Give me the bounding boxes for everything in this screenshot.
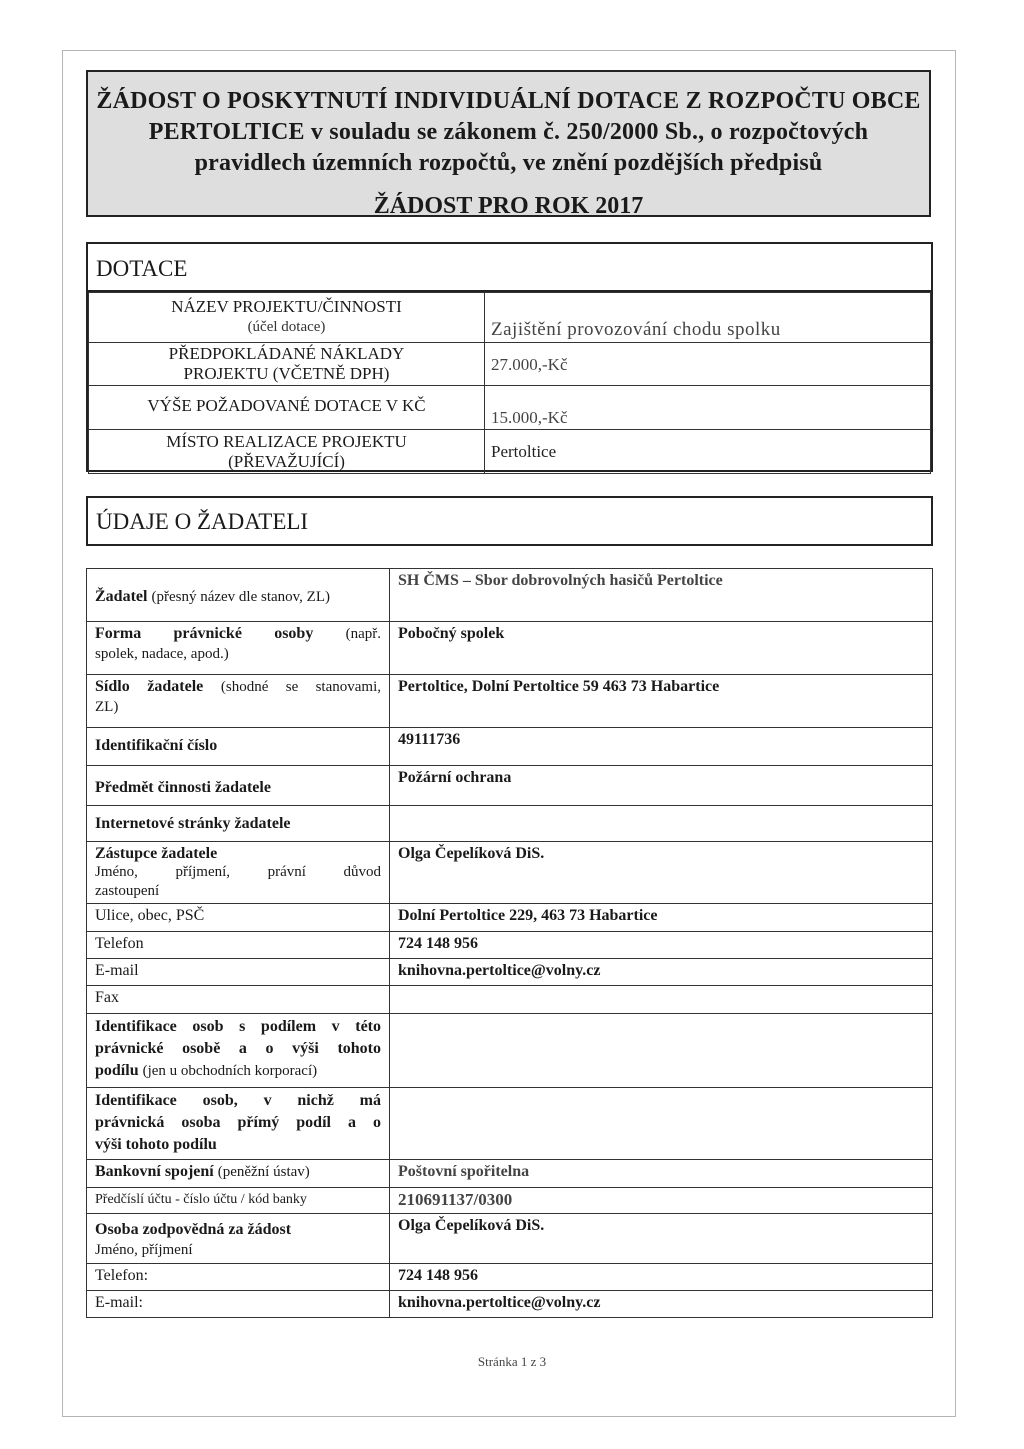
row-web: [87, 806, 933, 842]
row-zadatel: [87, 569, 933, 622]
dotace-row-place: [89, 430, 931, 474]
ulice-label: Ulice, obec, PSČ: [87, 904, 390, 932]
banka-label: Bankovní spojení: [95, 1163, 214, 1180]
row-email-2: [87, 1291, 933, 1318]
title-line-4: ŽÁDOST PRO ROK 2017: [373, 193, 644, 219]
podil2-label-3: výši tohoto podílu: [95, 1136, 217, 1153]
costs-label-2: PROJEKTU (VČETNĚ DPH): [183, 364, 390, 383]
email-label: E-mail: [87, 959, 390, 986]
podil2-label-2: právnická osoba přímý podíl a o: [95, 1114, 381, 1131]
fax-value: [390, 986, 933, 1014]
forma-value: Pobočný spolek: [390, 622, 933, 675]
podil1-label-1: Identifikace osob s podílem v této: [95, 1018, 381, 1035]
ulice-value: Dolní Pertoltice 229, 463 73 Habartice: [390, 904, 933, 932]
row-ulice: [87, 904, 933, 932]
web-label: Internetové stránky žadatele: [87, 806, 390, 842]
podil2-label-1: Identifikace osob, v nichž má: [95, 1092, 381, 1109]
dotace-section: [86, 242, 933, 472]
email2-label: E-mail:: [87, 1291, 390, 1318]
costs-label-1: PŘEDPOKLÁDANÉ NÁKLADY: [168, 344, 405, 363]
osoba-label: Osoba zodpovědná za žádost: [95, 1221, 292, 1238]
amount-value: 15.000,-Kč: [485, 386, 931, 430]
document-title: [86, 70, 931, 217]
telefon2-value: 724 148 956: [390, 1264, 933, 1291]
amount-label: VÝŠE POŽADOVANÉ DOTACE V KČ: [89, 386, 485, 430]
row-telefon-2: [87, 1264, 933, 1291]
title-line-3: pravidlech územních rozpočtů, ve znění pozdějších předpisů: [194, 150, 823, 176]
place-label-1: MÍSTO REALIZACE PROJEKTU: [166, 432, 407, 451]
osoba-value: Olga Čepelíková DiS.: [390, 1214, 933, 1264]
row-sidlo: [87, 675, 933, 728]
dotace-header: DOTACE: [88, 244, 931, 292]
forma-label: Forma právnické osoby: [95, 625, 314, 642]
email-value: knihovna.pertoltice@volny.cz: [390, 959, 933, 986]
ico-label: Identifikační číslo: [87, 728, 390, 766]
zadatel-header: ÚDAJE O ŽADATELI: [86, 496, 933, 546]
banka-note: (peněžní ústav): [217, 1164, 310, 1180]
zastupce-value: Olga Čepelíková DiS.: [390, 842, 933, 904]
row-banka: [87, 1160, 933, 1188]
dotace-row-amount: [89, 386, 931, 430]
row-zastupce: [87, 842, 933, 904]
email2-value: knihovna.pertoltice@volny.cz: [390, 1291, 933, 1318]
sidlo-value: Pertoltice, Dolní Pertoltice 59 463 73 Habartice: [390, 675, 933, 728]
row-osoba: [87, 1214, 933, 1264]
dotace-table: [88, 292, 931, 474]
title-line-1: ŽÁDOST O POSKYTNUTÍ INDIVIDUÁLNÍ DOTACE Z ROZPOČTU OBCE: [96, 88, 921, 114]
row-fax: [87, 986, 933, 1014]
project-name-label: NÁZEV PROJEKTU/ČINNOSTI: [171, 297, 402, 316]
forma-note-2: spolek, nadace, apod.): [95, 646, 229, 662]
predmet-label: Předmět činnosti žadatele: [87, 766, 390, 806]
place-label-2: (PŘEVAŽUJÍCÍ): [228, 452, 345, 471]
sidlo-note-2: ZL): [95, 699, 119, 715]
podil1-label-2: právnické osobě a o výši tohoto: [95, 1040, 381, 1057]
podil2-value: [390, 1088, 933, 1160]
page-number: Stránka 1 z 3: [477, 1354, 547, 1369]
row-forma: [87, 622, 933, 675]
telefon-value: 724 148 956: [390, 932, 933, 959]
osoba-note: Jméno, příjmení: [95, 1242, 193, 1258]
row-podil-1: [87, 1014, 933, 1088]
dotace-row-costs: [89, 343, 931, 386]
project-purpose-label: (účel dotace): [247, 319, 326, 335]
telefon2-label: Telefon:: [87, 1264, 390, 1291]
zastupce-note-1: Jméno, příjmení, právní důvod: [95, 864, 381, 880]
row-predmet: [87, 766, 933, 806]
applicant-table: [86, 568, 933, 1318]
banka-value: Poštovní spořitelna: [390, 1160, 933, 1188]
project-name-value: Zajištění provozování chodu spolku: [485, 293, 931, 343]
title-line-2: PERTOLTICE v souladu se zákonem č. 250/2000 Sb., o rozpočtových: [148, 119, 869, 145]
podil1-value: [390, 1014, 933, 1088]
sidlo-label: Sídlo žadatele: [95, 678, 204, 695]
podil1-label-3: podílu: [95, 1062, 139, 1079]
zastupce-label: Zástupce žadatele: [95, 845, 218, 862]
ucet-value: 210691137/0300: [390, 1188, 933, 1214]
podil1-note: (jen u obchodních korporací): [142, 1063, 318, 1079]
ucet-label: Předčíslí účtu - číslo účtu / kód banky: [87, 1188, 390, 1214]
sidlo-note-1: (shodné se stanovami,: [220, 679, 381, 695]
row-email: [87, 959, 933, 986]
row-podil-2: [87, 1088, 933, 1160]
zadatel-label-note: (přesný název dle stanov, ZL): [151, 589, 330, 605]
forma-note-1: (např.: [345, 626, 382, 642]
zadatel-value: SH ČMS – Sbor dobrovolných hasičů Pertoltice: [390, 569, 933, 622]
row-telefon: [87, 932, 933, 959]
predmet-value: Požární ochrana: [390, 766, 933, 806]
dotace-row-project: [89, 293, 931, 343]
telefon-label: Telefon: [87, 932, 390, 959]
zastupce-note-2: zastoupení: [95, 883, 160, 899]
place-value: Pertoltice: [485, 430, 931, 474]
row-ico: [87, 728, 933, 766]
zadatel-label: Žadatel: [95, 588, 148, 605]
row-ucet: [87, 1188, 933, 1214]
fax-label: Fax: [87, 986, 390, 1014]
ico-value: 49111736: [390, 728, 933, 766]
web-value: [390, 806, 933, 842]
costs-value: 27.000,-Kč: [485, 343, 931, 386]
